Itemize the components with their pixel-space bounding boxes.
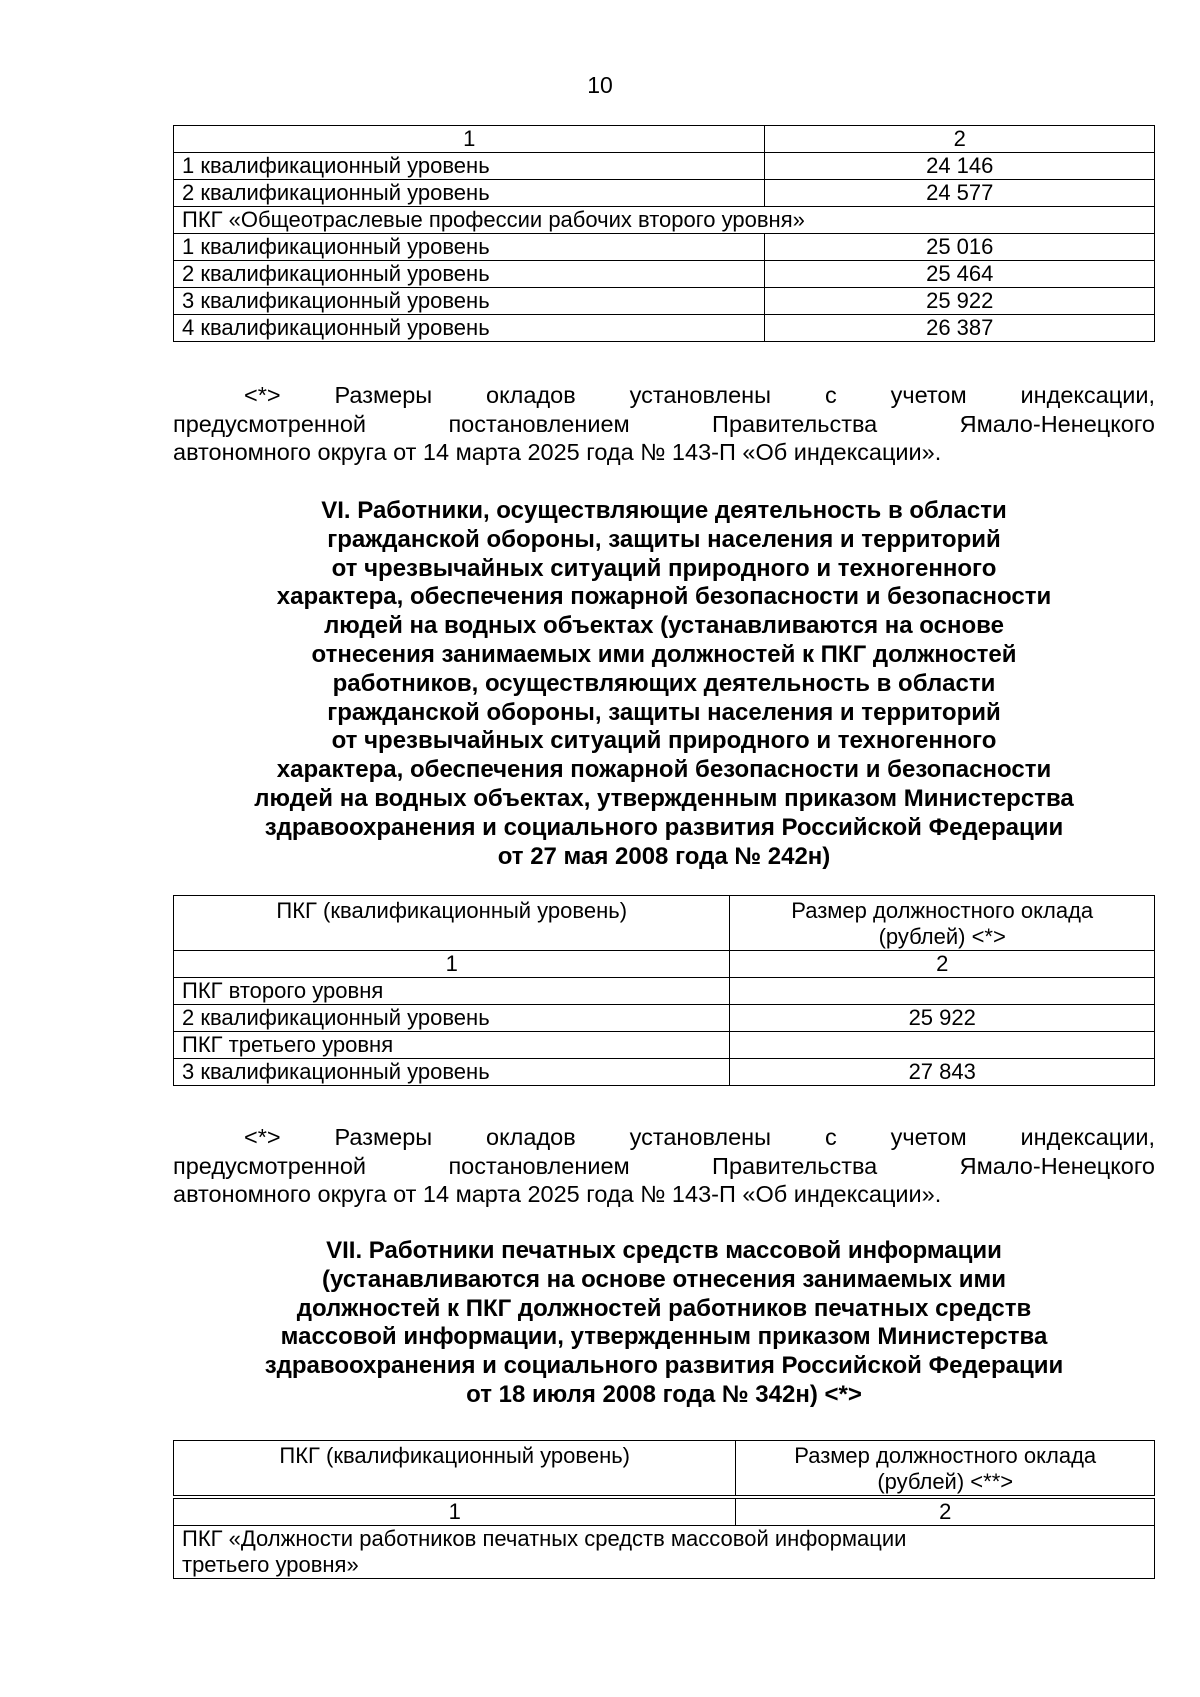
heading-line: VI. Работники, осуществляющие деятельность в области xyxy=(321,497,1007,524)
heading-line: должностей к ПКГ должностей работников печатных средств xyxy=(296,1294,1032,1322)
pkg-group-title: ПКГ «Общеотраслевые профессии рабочих второго уровня» xyxy=(174,207,1155,234)
footnote-line: <*> Размеры окладов установлены с учетом индексации, xyxy=(244,382,1155,408)
column-number-1: 1 xyxy=(174,951,730,978)
column-header-pkg: ПКГ (квалификационный уровень) xyxy=(174,1441,736,1498)
heading-line: массовой информации, утвержденным приказом Министерства xyxy=(280,1323,1048,1351)
table-row xyxy=(174,234,1155,261)
press-media-salary-table xyxy=(173,1440,1155,1579)
section-vi-heading xyxy=(173,497,1155,871)
table-row xyxy=(174,288,1155,315)
footnote-line: предусмотренной постановлением Правительства Ямало-Ненецкого xyxy=(173,410,1155,437)
table-row xyxy=(174,978,1155,1005)
heading-line: людей на водных объектах (устанавливаются на основе xyxy=(324,612,1004,640)
footnote-line: автономного округа от 14 марта 2025 года № 143-П «Об индексации». xyxy=(173,439,942,465)
qualification-level: 3 квалификационный уровень xyxy=(174,1059,730,1086)
section-vii-heading xyxy=(173,1237,1155,1410)
table-row xyxy=(174,315,1155,342)
column-header-salary xyxy=(730,896,1155,951)
heading-line: гражданской обороны, защиты населения и территорий xyxy=(327,698,1001,726)
heading-line: от чрезвычайных ситуаций природного и техногенного xyxy=(331,554,997,582)
footnote-indexation xyxy=(173,1123,1155,1209)
pkg-group-title-line1: ПКГ «Должности работников печатных средств массовой информации xyxy=(182,1526,907,1551)
pkg-group-title: ПКГ третьего уровня xyxy=(174,1032,730,1059)
column-header-salary-line1: Размер должностного оклада xyxy=(791,898,1094,923)
salary-table-continued xyxy=(173,125,1155,342)
table-row xyxy=(174,1059,1155,1086)
salary-value: 25 922 xyxy=(765,288,1155,315)
footnote-indexation xyxy=(173,381,1155,467)
column-header-salary-line2: (рублей) <**> xyxy=(877,1469,1014,1494)
civil-defense-salary-table xyxy=(173,895,1155,1086)
pkg-group-title xyxy=(174,1526,1155,1579)
salary-value: 27 843 xyxy=(730,1059,1155,1086)
table-row xyxy=(174,180,1155,207)
heading-line: отнесения занимаемых ими должностей к ПКГ должностей xyxy=(311,640,1017,668)
table-header-row xyxy=(174,896,1155,951)
column-number-1: 1 xyxy=(174,126,765,153)
salary-value: 25 464 xyxy=(765,261,1155,288)
table-group-row xyxy=(174,1526,1155,1579)
table-row xyxy=(174,1032,1155,1059)
heading-line: от 18 июля 2008 года № 342н) <*> xyxy=(466,1380,862,1408)
salary-value: 25 016 xyxy=(765,234,1155,261)
column-header-salary xyxy=(736,1441,1155,1498)
table-number-row xyxy=(174,1497,1155,1526)
footnote-line: предусмотренной постановлением Правительства Ямало-Ненецкого xyxy=(173,1152,1155,1179)
qualification-level: 2 квалификационный уровень xyxy=(174,261,765,288)
salary-value: 25 922 xyxy=(730,1005,1155,1032)
qualification-level: 1 квалификационный уровень xyxy=(174,234,765,261)
table-row xyxy=(174,261,1155,288)
heading-line: здравоохранения и социального развития Российской Федерации xyxy=(264,1352,1064,1380)
heading-line: от 27 мая 2008 года № 242н) xyxy=(497,842,831,870)
table-header-row xyxy=(174,1441,1155,1498)
heading-line: гражданской обороны, защиты населения и территорий xyxy=(327,525,1001,553)
column-number-2: 2 xyxy=(730,951,1155,978)
column-number-2: 2 xyxy=(736,1497,1155,1526)
footnote-line: <*> Размеры окладов установлены с учетом индексации, xyxy=(244,1124,1155,1150)
salary-value: 24 146 xyxy=(765,153,1155,180)
column-number-2: 2 xyxy=(765,126,1155,153)
table-header-row xyxy=(174,126,1155,153)
page-number: 10 xyxy=(587,72,613,98)
table-row xyxy=(174,1005,1155,1032)
column-header-pkg: ПКГ (квалификационный уровень) xyxy=(174,896,730,951)
heading-line: работников, осуществляющих деятельность в области xyxy=(332,669,996,697)
heading-line: людей на водных объектах, утвержденным приказом Министерства xyxy=(254,784,1074,812)
table-group-row xyxy=(174,207,1155,234)
salary-value: 26 387 xyxy=(765,315,1155,342)
qualification-level: 2 квалификационный уровень xyxy=(174,1005,730,1032)
heading-line: (устанавливаются на основе отнесения занимаемых ими xyxy=(322,1265,1006,1293)
salary-value xyxy=(730,978,1155,1005)
table-row xyxy=(174,153,1155,180)
pkg-group-title: ПКГ второго уровня xyxy=(174,978,730,1005)
qualification-level: 4 квалификационный уровень xyxy=(174,315,765,342)
column-number-1: 1 xyxy=(174,1497,736,1526)
heading-line: характера, обеспечения пожарной безопасности и безопасности xyxy=(276,583,1052,611)
heading-line: характера, обеспечения пожарной безопасности и безопасности xyxy=(276,756,1052,784)
heading-line: здравоохранения и социального развития Российской Федерации xyxy=(264,813,1064,841)
table-number-row xyxy=(174,951,1155,978)
salary-value xyxy=(730,1032,1155,1059)
qualification-level: 3 квалификационный уровень xyxy=(174,288,765,315)
heading-line: VII. Работники печатных средств массовой информации xyxy=(326,1237,1002,1264)
column-header-salary-line2: (рублей) <*> xyxy=(878,924,1006,949)
footnote-line: автономного округа от 14 марта 2025 года № 143-П «Об индексации». xyxy=(173,1181,942,1207)
qualification-level: 2 квалификационный уровень xyxy=(174,180,765,207)
salary-value: 24 577 xyxy=(765,180,1155,207)
heading-line: от чрезвычайных ситуаций природного и техногенного xyxy=(331,727,997,755)
qualification-level: 1 квалификационный уровень xyxy=(174,153,765,180)
pkg-group-title-line2: третьего уровня» xyxy=(182,1552,359,1577)
column-header-salary-line1: Размер должностного оклада xyxy=(794,1443,1097,1468)
